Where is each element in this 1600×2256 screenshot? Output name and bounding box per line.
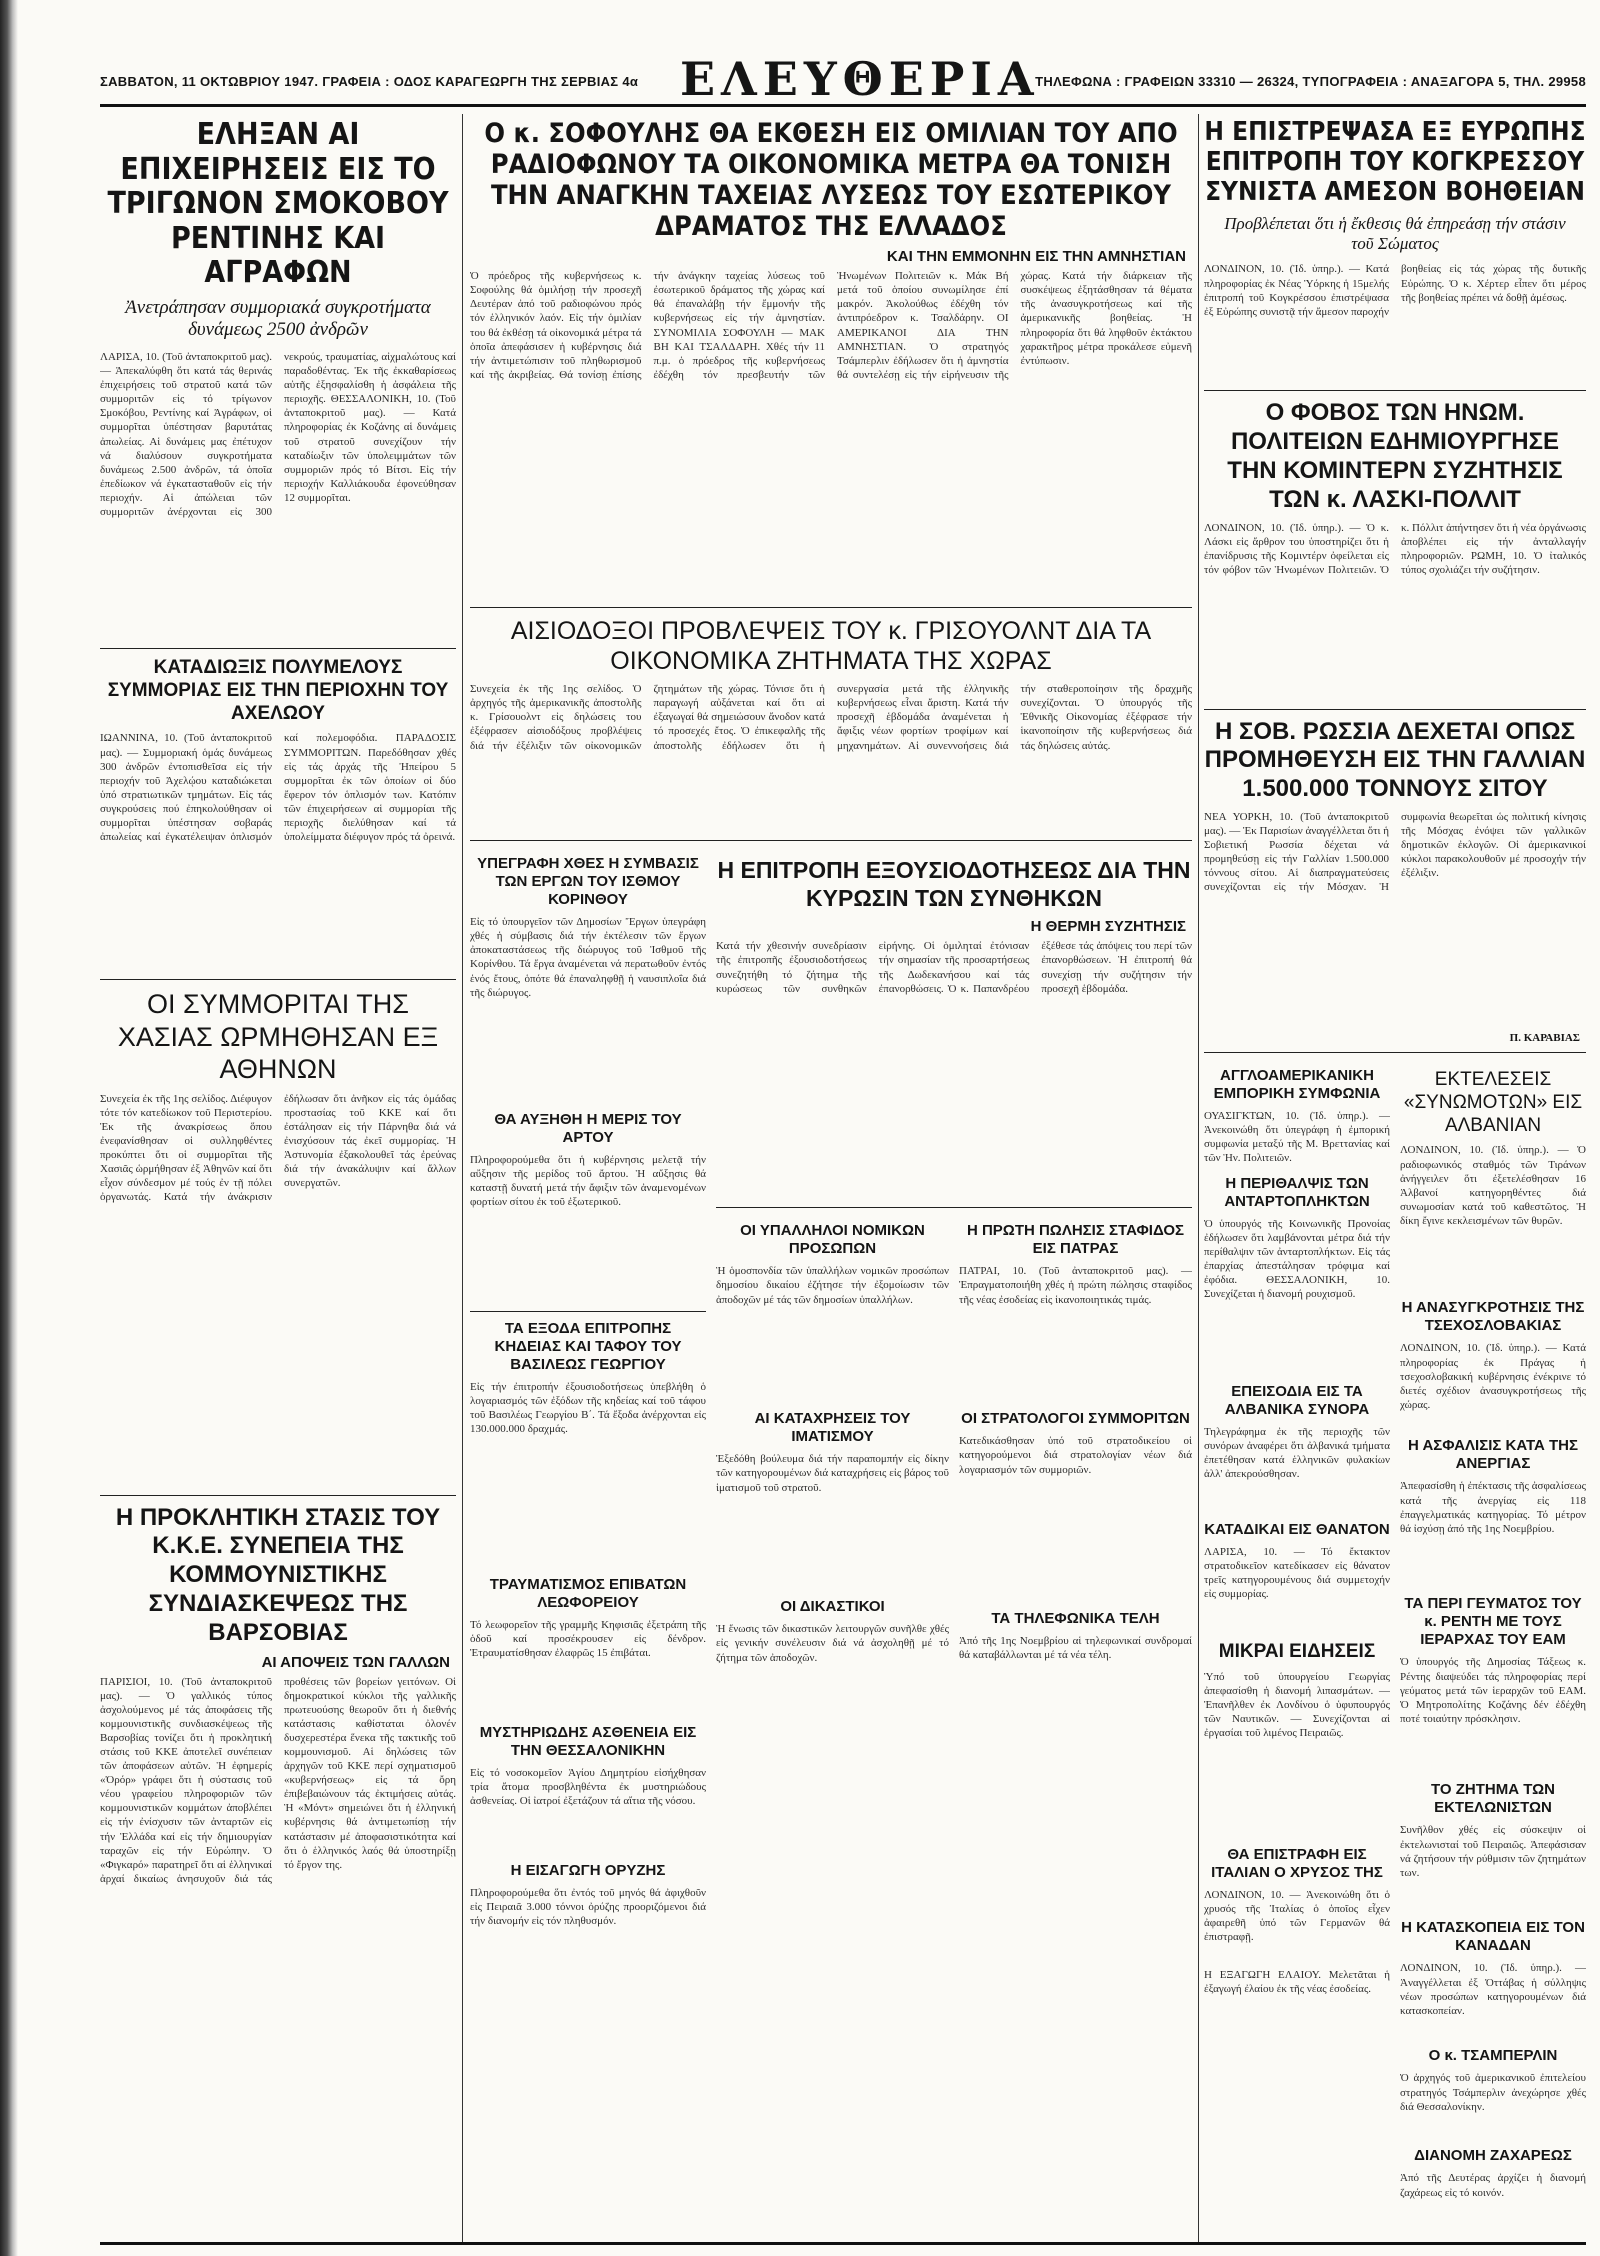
article-body: ΛΟΝΔΙΝΟΝ, 10. (Ἰδ. ὑπηρ.). — Ἀναγγέλλεται ἐξ Ὀττάβας ἡ σύλληψις νέων προσώπων κατηγορουμένων διά κατασκοπείαν. bbox=[1400, 1962, 1586, 2017]
article-body: Συνεχεία ἐκ τῆς 1ης σελίδος. Διέφυγον τότε τόν κατεδίωκον τοῦ Περιστερίου. Ἐκ τῆς ἀνακρίσεως ὅπου ἐνεφανίσθησαν οἱ συλληφθέντες προκύπτει ὅτι οἱ συμμορῖται τῆς Χασιᾶς ὡρμήθησαν ἐξ Ἀθηνῶν καί ὅτι εἶχον σύνδεσμον μέ τούς ἐν τῇ πόλει ὀργανωτάς. Κατά τήν ἀνάκρισιν ἐδήλωσαν ὅτι ἀνῆκον εἰς τάς ὁμάδας προστασίας τοῦ ΚΚΕ καί ὅτι ἐστάλησαν εἰς τήν Πάρνηθα διά νά ἐνισχύσουν τάς ἐκεῖ συμμορίας. Ἡ Ἀστυνομία ἐξακολουθεῖ τάς ἐρεύνας διά τήν ἀνακάλυψιν καί ἄλλων συνεργατῶν. bbox=[100, 1092, 456, 1204]
article-body: Ὁ ἀρχηγός τοῦ ἀμερικανικοῦ ἐπιτελείου στρατηγός Τσάμπερλιν ἀνεχώρησε χθές διά Θεσσαλονίκην. bbox=[1400, 2072, 1586, 2113]
article-congress bbox=[1204, 118, 1586, 382]
article-body: ΠΑΡΙΣΙΟΙ, 10. (Τοῦ ἀνταποκριτοῦ μας). — Ὁ γαλλικός τύπος ἀσχολούμενος μέ τάς ἀποφάσεις τῆς κομμουνιστικῆς συνδιασκέψεως τῆς Βαρσοβίας τονίζει ὅτι ἡ προκλητική στάσις τοῦ ΚΚΕ ἀποτελεῖ συνέπειαν τῶν ἀποφάσεων αὐτῶν. Ἡ ἐφημερίς «Ὀρόρ» γράφει ὅτι ἡ σύστασις τοῦ νέου γραφείου πληροφοριῶν τῶν κομμουνιστικῶν κομμάτων ἀποβλέπει εἰς τήν ἐνίσχυσιν τῶν ἀνταρτῶν εἰς τήν Ἑλλάδα καί εἰς τήν δημιουργίαν ταραχῶν εἰς τήν Εὐρώπην. Ὁ «Φιγκαρό» παρατηρεῖ ὅτι αἱ ἑλληνικαί ἀρχαί δικαίως ἀνησυχοῦν διά τάς προθέσεις τῶν βορείων γειτόνων. Οἱ δημοκρατικοί κύκλοι τῆς γαλλικῆς πρωτευούσης θεωροῦν ὅτι ἡ διεθνής κατάστασις καθίσταται ὀλονέν δυσχερεστέρα ἕνεκα τῆς τακτικῆς τοῦ κομμουνισμοῦ. Αἱ δηλώσεις τῶν ἀρχηγῶν τοῦ ΚΚΕ περί σχηματισμοῦ «κυβερνήσεως» εἰς τά ὄρη ἐπιβεβαιώνουν τάς ἐκτιμήσεις αὐτάς. Ἡ «Μόντ» σημειώνει ὅτι ἡ ἑλληνική κυβέρνησις θά ἀντιμετωπίσῃ τήν κατάστασιν μέ ἀποφασιστικότητα καί ὅτι ὁ ἑλληνικός λαός θά ὑποστηρίξῃ τό ἔργον της. bbox=[100, 1675, 456, 1885]
center-lower-left bbox=[470, 849, 706, 2006]
headline: ΜΥΣΤΗΡΙΩΔΗΣ ΑΣΘΕΝΕΙΑ ΕΙΣ ΤΗΝ ΘΕΣΣΑΛΟΝΙΚΗΝ bbox=[479, 1724, 697, 1760]
article-body: ΝΕΑ ΥΟΡΚΗ, 10. (Τοῦ ἀνταποκριτοῦ μας). — Ἐκ Παρισίων ἀναγγέλλεται ὅτι ἡ Σοβιετική Ρωσσία δέχεται νά προμηθεύσῃ εἰς τήν Γαλλίαν 1.500.000 τόννους σίτου. Αἱ διαπραγματεύσεις συνεχίζονται εἰς τήν Μόσχαν. Ἡ συμφωνία θεωρεῖται ὡς πολιτική κίνησις τῆς Μόσχας ἐνόψει τῶν γαλλικῶν δημοτικῶν ἐκλογῶν. Οἱ ἀμερικανικοί κύκλοι παρακολουθοῦν μέ προσοχήν τήν ἐξέλιξιν. bbox=[1204, 811, 1586, 894]
article-body: Ἐξεδόθη βούλευμα διά τήν παραπομπήν εἰς δίκην τῶν κατηγορουμένων διά καταχρήσεις εἰς βάρος τοῦ ἱματισμοῦ τοῦ στρατοῦ. bbox=[716, 1453, 949, 1494]
divider bbox=[716, 1207, 1192, 1208]
center-column bbox=[470, 114, 1192, 2244]
deck: Ἀνετράπησαν συμμοριακά συγκροτήματα δυνάμεως 2500 ἀνδρῶν bbox=[125, 296, 431, 341]
headline: Η ΑΝΑΣΥΓΚΡΟΤΗΣΙΣ ΤΗΣ ΤΣΕΧΟΣΛΟΒΑΚΙΑΣ bbox=[1401, 1299, 1585, 1335]
article-body: Τηλεγράφημα ἐκ τῆς περιοχῆς τῶν συνόρων ἀναφέρει ὅτι ἀλβανικά τμήματα ἐπετέθησαν κατά ἑλληνικῶν φυλακίων ἀλλ' ἀπεκρούσθησαν. bbox=[1204, 1426, 1390, 1481]
divider bbox=[100, 1495, 456, 1496]
left-column bbox=[100, 114, 456, 2244]
article-body: Εἰς τό ὑπουργεῖον τῶν Δημοσίων Ἔργων ὑπεγράφη χθές ἡ σύμβασις διά τήν ἐκτέλεσιν τῶν ἔργων ἀποκαταστάσεως τῆς διώρυγος τοῦ Ἰσθμοῦ τῆς Κορίνθου. Τά ἔργα ἀναμένεται νά περατωθοῦν ἐντός ἑνός ἔτους, ὁπότε θά ἐπαναληφθῇ ἡ ναυσιπλοΐα διά τῆς διώρυγος. bbox=[470, 916, 706, 999]
article-body: Πληροφορούμεθα ὅτι ἐντός τοῦ μηνός θά ἀφιχθοῦν εἰς Πειραιᾶ 3.000 τόννοι ὀρύζης προοριζόμενοι διά τήν διανομήν εἰς τόν πληθυσμόν. bbox=[470, 1887, 706, 1928]
article-body: Ἀπό τῆς 1ης Νοεμβρίου αἱ τηλεφωνικαί συνδρομαί θά καταβάλλωνται μέ τά νέα τέλη. bbox=[959, 1635, 1192, 1662]
headline: Η ΠΡΟΚΛΗΤΙΚΗ ΣΤΑΣΙΣ ΤΟΥ Κ.Κ.Ε. ΣΥΝΕΠΕΙΑ ΤΗΣ ΚΟΜΜΟΥΝΙΣΤΙΚΗΣ ΣΥΝΔΙΑΣΚΕΨΕΩΣ ΤΗΣ ΒΑΡΣΟΒΙΑΣ bbox=[115, 1503, 441, 1646]
article-body: ΙΩΑΝΝΙΝΑ, 10. (Τοῦ ἀνταποκριτοῦ μας). — Συμμοριακή ὁμάς δυνάμεως 300 ἀνδρῶν ἐντοπισθεῖσα εἰς τήν περιοχήν τοῦ Ἀχελῴου καταδιώκεται ὑπό στρατιωτικῶν τμημάτων. Εἰς τάς συγκρούσεις πού ἐπηκολούθησαν οἱ συμμορῖται ὑπέστησαν σοβαράς ἀπωλείας καί ἐγκατέλειψαν ὁπλισμόν καί πολεμοφόδια. ΠΑΡΑΔΟΣΙΣ ΣΥΜΜΟΡΙΤΩΝ. Παρεδόθησαν χθές εἰς τάς ἀρχάς τῆς Ἠπείρου 5 συμμορῖται ἐκ τῶν ὁποίων οἱ δύο ἔφερον τόν ὁπλισμόν των. Κατόπιν τῶν ἐπιχειρήσεων αἱ συμμορίαι τῆς περιοχῆς διελύθησαν καί τά ὑπολείμματα διέφυγον πρός τά ὀρεινά. bbox=[100, 732, 456, 844]
headline: ΕΠΕΙΣΟΔΙΑ ΕΙΣ ΤΑ ΑΛΒΑΝΙΚΑ ΣΥΝΟΡΑ bbox=[1224, 1383, 1370, 1419]
headline: ΤΟ ΖΗΤΗΜΑ ΤΩΝ ΕΚΤΕΛΩΝΙΣΤΩΝ bbox=[1431, 1781, 1555, 1817]
article-body: Ὁ ὑπουργός τῆς Δημοσίας Τάξεως κ. Ρέντης διαψεύδει τάς πληροφορίας περί γεύματος μετά τῶν ἱεραρχῶν τοῦ ΕΑΜ. Ὁ Μητροπολίτης Κοζάνης δέν ἐδέχθη ποτέ τοιαύτην πρόσκλησιν. bbox=[1400, 1656, 1586, 1725]
headline: ΕΛΗΞΑΝ ΑΙ ΕΠΙΧΕΙΡΗΣΕΙΣ ΕΙΣ ΤΟ ΤΡΙΓΩΝΟΝ ΣΜΟΚΟΒΟΥ ΡΕΝΤΙΝΗΣ ΚΑΙ ΑΓΡΑΦΩΝ bbox=[107, 117, 449, 290]
right-lower-left bbox=[1204, 1061, 1390, 2211]
article-body: Συνεχεία ἐκ τῆς 1ης σελίδος. Ὁ ἀρχηγός τῆς ἀμερικανικῆς ἀποστολῆς κ. Γρίσουολντ εἰς δηλώσεις του ἐξέφρασεν αἰσιοδόξους προβλέψεις διά τήν ἐξέλιξιν τῶν οἰκονομικῶν ζητημάτων τῆς χώρας. Τόνισε ὅτι ἡ παραγωγή αὐξάνεται καί ὅτι αἱ ἐξαγωγαί θά σημειώσουν ἄνοδον κατά τό προσεχές ἔτος. Ὁ ἐπικεφαλῆς τῆς ἀποστολῆς ἐδήλωσεν ὅτι ἡ συνεργασία μετά τῆς ἑλληνικῆς κυβερνήσεως εἶναι ἄριστη. Κατά τήν προσεχῆ ἑβδομάδα ἀναμένεται ἡ ἄφιξις νέων φορτίων τροφίμων καί μηχανημάτων. Αἱ συνεννοήσεις διά τήν σταθεροποίησιν τῆς δραχμῆς συνεχίζονται. Ὁ ὑπουργός τῆς Ἐθνικῆς Οἰκονομίας ἐξέφρασε τήν ἱκανοποίησιν τῆς κυβερνήσεως διά τάς δηλώσεις αὐτάς. bbox=[470, 683, 1192, 752]
article-body: ΛΑΡΙΣΑ, 10. (Τοῦ ἀνταποκριτοῦ μας). — Ἀπεκαλύφθη ὅτι κατά τάς θερινάς ἐπιχειρήσεις τοῦ στρατοῦ κατά τῶν συμμοριτῶν εἰς τό τρίγωνον Σμοκόβου, Ρεντίνης καί Ἀγράφων, οἱ συμμορῖται ὑπέστησαν βαρυτάτας ἀπωλείας. Αἱ δυνάμεις μας ἐπέτυχον νά διαλύσουν συγκροτήματα δυνάμεως 2.500 ἀνδρῶν, τά ὁποῖα ἐπεδίωκον νά ἐγκατασταθοῦν εἰς τήν περιοχήν. Αἱ ἀπώλειαι τῶν συμμοριτῶν ἀνέρχονται εἰς 300 νεκρούς, τραυματίας, αἰχμαλώτους καί παραδοθέντας. Ἐκ τῆς ἐκκαθαρίσεως αὐτῆς ἐξησφαλίσθη ἡ ἀσφάλεια τῆς περιοχῆς. ΘΕΣΣΑΛΟΝΙΚΗ, 10. (Τοῦ ἀνταποκριτοῦ μας). — Κατά πληροφορίας ἐκ Κοζάνης αἱ δυνάμεις τοῦ στρατοῦ συνεχίζουν τήν καταδίωξιν τῶν ὑπολειμμάτων τῶν συμμοριῶν πρός τό Βίτσι. Εἰς τήν περιοχήν Καλλιάκουδα ἐφονεύθησαν 12 συμμορῖται. bbox=[100, 351, 456, 518]
headline: ΕΚΤΕΛΕΣΕΙΣ «ΣΥΝΩΜΟΤΩΝ» ΕΙΣ ΑΛΒΑΝΙΑΝ bbox=[1403, 1069, 1583, 1136]
article-body: Ὑπό τοῦ ὑπουργείου Γεωργίας ἀπεφασίσθη ἡ διανομή λιπασμάτων. — Ἐπανῆλθεν ἐκ Λονδίνου ὁ ὑφυπουργός τῶν Ναυτικῶν. — Συνεχίζονται αἱ ἐργασίαι τοῦ λιμένος Πειραιῶς. bbox=[1204, 1670, 1390, 1740]
dateline: ΣΑΒΒΑΤΟΝ, 11 ΟΚΤΩΒΡΙΟΥ 1947. ΓΡΑΦΕΙΑ : ΟΔΟΣ ΚΑΡΑΓΕΩΡΓΗ ΤΗΣ ΣΕΡΒΙΑΣ 4α bbox=[100, 74, 639, 89]
headline: ΟΙ ΔΙΚΑΣΤΙΚΟΙ bbox=[780, 1598, 885, 1616]
headline: ΤΑ ΤΗΛΕΦΩΝΙΚΑ ΤΕΛΗ bbox=[991, 1610, 1160, 1628]
article-body: ΛΑΡΙΣΑ, 10. — Τό ἔκτακτον στρατοδικεῖον κατεδίκασεν εἰς θάνατον τρεῖς κατηγορουμένους διά συμμετοχήν εἰς συμμορίας. bbox=[1204, 1546, 1390, 1601]
headline: ΥΠΕΓΡΑΦΗ ΧΘΕΣ Η ΣΥΜΒΑΣΙΣ ΤΩΝ ΕΡΓΩΝ ΤΟΥ ΙΣΘΜΟΥ ΚΟΡΙΝΘΟΥ bbox=[477, 855, 699, 909]
divider bbox=[100, 648, 456, 649]
article-russia-wheat bbox=[1204, 718, 1586, 1044]
article-acheloos bbox=[100, 657, 456, 971]
article-chasia bbox=[100, 988, 456, 1486]
headline: ΟΙ ΣΤΡΑΤΟΛΟΓΟΙ ΣΥΜΜΟΡΙΤΩΝ bbox=[961, 1410, 1190, 1428]
lead-headline: Ο κ. ΣΟΦΟΥΛΗΣ ΘΑ ΕΚΘΕΣΗ ΕΙΣ ΟΜΙΛΙΑΝ ΤΟΥ ΑΠΟ ΡΑΔΙΟΦΩΝΟΥ ΤΑ ΟΙΚΟΝΟΜΙΚΑ ΜΕΤΡΑ ΘΑ ΤΟΝΙΣΗ ΤΗΝ ΑΝΑΓΚΗΝ ΤΑΧΕΙΑΣ ΛΥΣΕΩΣ ΤΟΥ ΕΣΩΤΕΡΙΚΟΥ ΔΡΑΜΑΤΟΣ ΤΗΣ ΕΛΛΑΔΟΣ bbox=[484, 118, 1178, 243]
headline: ΑΙ ΚΑΤΑΧΡΗΣΕΙΣ ΤΟΥ ΙΜΑΤΙΣΜΟΥ bbox=[754, 1410, 911, 1446]
article-body: Πληροφορούμεθα ὅτι ἡ κυβέρνησις μελετᾷ τήν αὔξησιν τῆς μερίδος τοῦ ἄρτου. Ἡ αὔξησις θά καταστῇ δυνατή μετά τήν ἄφιξιν τῶν ἀναμενομένων φορτίων σίτου ἐκ τοῦ ἐξωτερικοῦ. bbox=[470, 1154, 706, 1209]
article-body: Εἰς τήν ἐπιτροπήν ἐξουσιοδοτήσεως ὑπεβλήθη ὁ λογαριασμός τῶν ἐξόδων τῆς κηδείας καί τοῦ τάφου τοῦ Βασιλέως Γεωργίου Β΄. Τά ἔξοδα ἀνέρχονται εἰς 130.000.000 δραχμάς. bbox=[470, 1381, 706, 1436]
article-body: Κατεδικάσθησαν ὑπό τοῦ στρατοδικείου οἱ κατηγορούμενοι διά στρατολογίαν νέων διά λογαριασμόν τῶν συμμοριῶν. bbox=[959, 1435, 1192, 1476]
headline: ΚΑΤΑΔΙΚΑΙ ΕΙΣ ΘΑΝΑΤΟΝ bbox=[1204, 1521, 1390, 1539]
right-lower-right bbox=[1400, 1061, 1586, 2211]
right-column bbox=[1204, 114, 1586, 2244]
brief-col bbox=[716, 1216, 949, 1752]
divider bbox=[1204, 709, 1586, 710]
subhead: ΑΙ ΑΠΟΨΕΙΣ ΤΩΝ ΓΑΛΛΩΝ bbox=[261, 1653, 450, 1671]
article-body: ΛΟΝΔΙΝΟΝ, 10. (Ἰδ. ὑπηρ.). — Ὁ κ. Λάσκι εἰς ἄρθρον του ὑποστηρίζει ὅτι ἡ ἐπανίδρυσις τῆς Κομιντέρν ὀφείλεται εἰς τόν φόβον τῶν Ἡνωμένων Πολιτειῶν. Ὁ κ. Πόλλιτ ἀπήντησεν ὅτι ἡ νέα ὀργάνωσις ἀποβλέπει εἰς τήν ἀνταλλαγήν πληροφοριῶν. ΡΩΜΗ, 10. Ὁ ἰταλικός τύπος σχολιάζει τήν συζήτησιν. bbox=[1204, 521, 1586, 576]
divider bbox=[470, 1311, 706, 1312]
headline: ΟΙ ΣΥΜΜΟΡΙΤΑΙ ΤΗΣ ΧΑΣΙΑΣ ΩΡΜΗΘΗΣΑΝ ΕΞ ΑΘΗΝΩΝ bbox=[117, 989, 439, 1085]
headline: ΘΑ ΑΥΞΗΘΗ Η ΜΕΡΙΣ ΤΟΥ ΑΡΤΟΥ bbox=[494, 1111, 682, 1147]
divider bbox=[1204, 390, 1586, 391]
headline: Η ΕΠΙΣΤΡΕΨΑΣΑ ΕΞ ΕΥΡΩΠΗΣ ΕΠΙΤΡΟΠΗ ΤΟΥ ΚΟΓΚΡΕΣΣΟΥ ΣΥΝΙΣΤΑ ΑΜΕΣΟΝ ΒΟΗΘΕΙΑΝ bbox=[1204, 117, 1586, 207]
headline: Η ΕΙΣΑΓΩΓΗ ΟΡΥΖΗΣ bbox=[510, 1862, 666, 1880]
article-body: Κατά τήν χθεσινήν συνεδρίασιν τῆς ἐπιτροπῆς ἐξουσιοδοτήσεως συνεζητήθη τό ζήτημα τῆς κυρώσεως τῶν συνθηκῶν εἰρήνης. Οἱ ὁμιληταί ἐτόνισαν τήν σημασίαν τῆς προσαρτήσεως τῆς Δωδεκανήσου καί τάς ἐπανορθώσεις. Ὁ κ. Παπανδρέου ἐξέθεσε τάς ἀπόψεις του περί τῶν ἐπανορθώσεων. Ἡ ἐπιτροπή θά συνεχίσῃ τήν συζήτησιν τήν προσεχῆ ἑβδομάδα. bbox=[716, 940, 1192, 995]
headline: Η ΚΑΤΑΣΚΟΠΕΙΑ ΕΙΣ ΤΟΝ ΚΑΝΑΔΑΝ bbox=[1401, 1919, 1585, 1955]
headline: Η ΕΠΙΤΡΟΠΗ ΕΞΟΥΣΙΟΔΟΤΗΣΕΩΣ ΔΙΑ ΤΗΝ ΚΥΡΩΣΙΝ ΤΩΝ ΣΥΝΘΗΚΩΝ bbox=[717, 857, 1191, 911]
headline: ΔΙΑΝΟΜΗ ΖΑΧΑΡΕΩΣ bbox=[1414, 2147, 1572, 2165]
article-body: Η ΕΞΑΓΩΓΗ ΕΛΑΙΟΥ. Μελετᾶται ἡ ἐξαγωγή ἐλαίου ἐκ τῆς νέας ἐσοδείας. bbox=[1204, 1968, 1390, 1995]
divider bbox=[470, 607, 1192, 608]
article-body: ΛΟΝΔΙΝΟΝ, 10. (Ἰδ. ὑπηρ.). — Κατά πληροφορίας ἐκ Πράγας ἡ τσεχοσλοβακική κυβέρνησις ἐνέκρινε τό διετές σχέδιον ἀνασυγκροτήσεως τῆς χώρας. bbox=[1400, 1342, 1586, 1411]
lead-subhead: ΚΑΙ ΤΗΝ ΕΜΜΟΝΗΝ ΕΙΣ ΤΗΝ ΑΜΝΗΣΤΙΑΝ bbox=[886, 248, 1186, 266]
page-binding-edge bbox=[0, 0, 18, 2256]
article-smokovo bbox=[100, 118, 456, 640]
headline: ΑΙΣΙΟΔΟΞΟΙ ΠΡΟΒΛΕΨΕΙΣ ΤΟΥ κ. ΓΡΙΣΟΥΟΛΝΤ ΔΙΑ ΤΑ ΟΙΚΟΝΟΜΙΚΑ ΖΗΤΗΜΑΤΑ ΤΗΣ ΧΩΡΑΣ bbox=[510, 617, 1152, 676]
newspaper-page bbox=[100, 52, 1586, 2246]
headline: ΜΙΚΡΑΙ ΕΙΔΗΣΕΙΣ bbox=[1218, 1641, 1376, 1663]
headline: ΚΑΤΑΔΙΩΞΙΣ ΠΟΛΥΜΕΛΟΥΣ ΣΥΜΜΟΡΙΑΣ ΕΙΣ ΤΗΝ ΠΕΡΙΟΧΗΝ ΤΟΥ ΑΧΕΛΩΟΥ bbox=[107, 657, 449, 724]
masthead: ΕΛΕΥΘΕΡΙΑ bbox=[680, 52, 1040, 106]
divider bbox=[100, 979, 456, 980]
article-sofoulis bbox=[470, 118, 1192, 599]
divider bbox=[1204, 1052, 1586, 1053]
headline: Ο κ. ΤΣΑΜΠΕΡΛΙΝ bbox=[1428, 2047, 1558, 2065]
article-body: Ἡ ὁμοσπονδία τῶν ὑπαλλήλων νομικῶν προσώπων δημοσίου δικαίου ἐζήτησε τήν ἐξομοίωσιν τῶν ἀποδοχῶν μέ τάς τῶν δημοσίων ὑπαλλήλων. bbox=[716, 1265, 949, 1306]
article-body: ΛΟΝΔΙΝΟΝ, 10. (Ἰδ. ὑπηρ.). — Κατά πληροφορίας ἐκ Νέας Ὑόρκης ἡ 15μελής ἐπιτροπή τοῦ Κογκρέσσου ἐπιστρέψασα ἐξ Εὐρώπης συνιστᾷ τήν ἄμεσον παροχήν βοηθείας εἰς τάς χώρας τῆς δυτικῆς Εὐρώπης. Ὁ κ. Χέρτερ εἶπεν ὅτι μέρος τῆς βοηθείας πρέπει νά δοθῇ ἀμέσως. bbox=[1204, 263, 1586, 318]
headline: Η ΣΟΒ. ΡΩΣΣΙΑ ΔΕΧΕΤΑΙ ΟΠΩΣ ΠΡΟΜΗΘΕΥΣΗ ΕΙΣ ΤΗΝ ΓΑΛΛΙΑΝ 1.500.000 ΤΟΝΝΟΥΣ ΣΙΤΟΥ bbox=[1204, 717, 1586, 803]
column-divider bbox=[1198, 114, 1199, 2244]
article-body: Τό λεωφορεῖον τῆς γραμμῆς Κηφισιᾶς ἐξετράπη τῆς ὁδοῦ καί προσέκρουσεν εἰς δένδρον. Ἐτραυματίσθησαν ἐλαφρῶς 15 ἐπιβάται. bbox=[470, 1619, 706, 1660]
brief-row bbox=[716, 1216, 1192, 1752]
bottom-rule bbox=[100, 2242, 1586, 2245]
headline: ΤΑ ΠΕΡΙ ΓΕΥΜΑΤΟΣ ΤΟΥ κ. ΡΕΝΤΗ ΜΕ ΤΟΥΣ ΙΕΡΑΡΧΑΣ ΤΟΥ ΕΑΜ bbox=[1404, 1595, 1582, 1649]
article-body: ΟΥΑΣΙΓΚΤΩΝ, 10. (Ἰδ. ὑπηρ.). — Ἀνεκοινώθη ὅτι ὑπεγράφη ἡ ἐμπορική συμφωνία μεταξύ τῆς Μ. Βρεττανίας καί τῶν Ἡν. Πολιτειῶν. bbox=[1204, 1110, 1390, 1165]
article-body: ΠΑΤΡΑΙ, 10. (Τοῦ ἀνταποκριτοῦ μας). — Ἐπραγματοποιήθη χθές ἡ πρώτη πώλησις σταφίδος τῆς νέας ἐσοδείας εἰς ἱκανοποιητικάς τιμάς. bbox=[959, 1265, 1192, 1306]
phone-line: ΤΗΛΕΦΩΝΑ : ΓΡΑΦΕΙΩΝ 33310 — 26324, ΤΥΠΟΓΡΑΦΕΙΑ : ΑΝΑΞΑΓΟΡΑ 5, ΤΗΛ. 29958 bbox=[1035, 74, 1586, 89]
article-body: Ὁ ὑπουργός τῆς Κοινωνικῆς Προνοίας ἐδήλωσεν ὅτι λαμβάνονται μέτρα διά τήν περίθαλψιν τῶν ἀνταρτοπλήκτων. Εἰς τάς ἐπαρχίας ἀπεστάλησαν τρόφιμα καί ἐφόδια. ΘΕΣΣΑΛΟΝΙΚΗ, 10. Συνεχίζεται ἡ διανομή ρουχισμοῦ. bbox=[1204, 1218, 1390, 1301]
byline: Π. ΚΑΡΑΒΙΑΣ bbox=[1509, 1032, 1580, 1045]
article-body: Εἰς τό νοσοκομεῖον Ἀγίου Δημητρίου εἰσήχθησαν τρία ἄτομα προσβληθέντα ἐκ μυστηριώδους ἀσθενείας. Οἱ ἰατροί ἐξετάζουν τά αἴτια τῆς νόσου. bbox=[470, 1767, 706, 1808]
headline: Η ΑΣΦΑΛΙΣΙΣ ΚΑΤΑ ΤΗΣ ΑΝΕΡΓΙΑΣ bbox=[1408, 1437, 1578, 1473]
headline: ΤΡΑΥΜΑΤΙΣΜΟΣ ΕΠΙΒΑΤΩΝ ΛΕΩΦΟΡΕΙΟΥ bbox=[489, 1576, 687, 1612]
headline: ΤΑ ΕΞΟΔΑ ΕΠΙΤΡΟΠΗΣ ΚΗΔΕΙΑΣ ΚΑΙ ΤΑΦΟΥ ΤΟΥ ΒΑΣΙΛΕΩΣ ΓΕΩΡΓΙΟΥ bbox=[494, 1320, 682, 1374]
center-lower-right bbox=[716, 849, 1192, 2006]
headline: ΘΑ ΕΠΙΣΤΡΑΦΗ ΕΙΣ ΙΤΑΛΙΑΝ Ο ΧΡΥΣΟΣ ΤΗΣ bbox=[1211, 1845, 1383, 1881]
article-griswold bbox=[470, 616, 1192, 832]
article-body: Συνῆλθον χθές εἰς σύσκεψιν οἱ ἐκτελωνισταί τοῦ Πειραιῶς. Ἀπεφάσισαν νά ζητήσουν τήν ρύθμισιν τῶν ζητημάτων των. bbox=[1400, 1824, 1586, 1879]
headline: Η ΠΡΩΤΗ ΠΩΛΗΣΙΣ ΣΤΑΦΙΔΟΣ ΕΙΣ ΠΑΤΡΑΣ bbox=[966, 1222, 1185, 1258]
article-kke-warsaw bbox=[100, 1504, 456, 2244]
deck: Προβλέπεται ὅτι ἡ ἔκθεσις θά ἐπηρεάσῃ τήν στάσιν τοῦ Σώματος bbox=[1224, 213, 1566, 254]
headline: Η ΠΕΡΙΘΑΛΨΙΣ ΤΩΝ ΑΝΤΑΡΤΟΠΛΗΚΤΩΝ bbox=[1224, 1175, 1370, 1211]
headline: Ο ΦΟΒΟΣ ΤΩΝ ΗΝΩΜ. ΠΟΛΙΤΕΙΩΝ ΕΔΗΜΙΟΥΡΓΗΣΕ ΤΗΝ ΚΟΜΙΝΤΕΡΝ ΣΥΖΗΤΗΣΙΣ ΤΩΝ κ. ΛΑΣΚΙ-ΠΟΛΛΙΤ bbox=[1227, 399, 1563, 513]
subhead: Η ΘΕΡΜΗ ΣΥΖΗΤΗΣΙΣ bbox=[1030, 918, 1186, 936]
headline: ΑΓΓΛΟΑΜΕΡΙΚΑΝΙΚΗ ΕΜΠΟΡΙΚΗ ΣΥΜΦΩΝΙΑ bbox=[1213, 1067, 1381, 1103]
article-body: Ἡ ἕνωσις τῶν δικαστικῶν λειτουργῶν συνῆλθε χθές εἰς γενικήν συνέλευσιν διά νά ἀσχοληθῇ μέ τό ζήτημα τῶν ἀποδοχῶν. bbox=[716, 1623, 949, 1664]
headline: ΟΙ ΥΠΑΛΛΗΛΟΙ ΝΟΜΙΚΩΝ ΠΡΟΣΩΠΩΝ bbox=[740, 1222, 925, 1258]
article-body: Ὁ πρόεδρος τῆς κυβερνήσεως κ. Σοφούλης θά ὁμιλήσῃ τήν προσεχῆ Δευτέραν ἀπό τοῦ ραδιοφώνου πρός τόν ἑλληνικόν λαόν. Εἰς τήν ὁμιλίαν του θά ἐκθέσῃ τά οἰκονομικά μέτρα τά ὁποῖα ἀπεφάσισεν ἡ κυβέρνησις διά τήν ἀντιμετώπισιν τοῦ πληθωρισμοῦ καί τῆς ἀκριβείας. Θά τονίσῃ ἐπίσης τήν ἀνάγκην ταχείας λύσεως τοῦ ἐσωτερικοῦ δράματος τῆς χώρας καί θά ἐπαναλάβῃ τήν ἔμμονήν τῆς κυβερνήσεως εἰς τήν ἀμνηστίαν. ΣΥΝΟΜΙΛΙΑ ΣΟΦΟΥΛΗ — ΜΑΚ ΒΗ ΚΑΙ ΤΣΑΛΔΑΡΗ. Χθές τήν 11 π.μ. ὁ πρόεδρος τῆς κυβερνήσεως ἐδέχθη τόν πρεσβευτήν τῶν Ἡνωμένων Πολιτειῶν κ. Μάκ Βή μετά τοῦ ὁποίου συνωμίλησε ἐπί μακρόν. Ἀκολούθως ἐδέχθη τόν ἀντιπρόεδρον κ. Τσαλδάρην. ΟΙ ΑΜΕΡΙΚΑΝΟΙ ΔΙΑ ΤΗΝ ΑΜΝΗΣΤΙΑΝ. Ὁ στρατηγός Τσάμπερλιν ἐδήλωσεν ὅτι ἡ ἀμνηστία θά συντελέσῃ εἰς τήν εἰρήνευσιν τῆς χώρας. Κατά τήν διάρκειαν τῆς συσκέψεως ἐξητάσθησαν τά θέματα τῆς ἀνασυγκροτήσεως καί τῆς ἀμερικανικῆς βοηθείας. Ἡ πληροφορία ὅτι θά ληφθοῦν ἐκτάκτου χαρακτῆρος μέτρα προκάλεσε εὐμενῆ ἐντύπωσιν. bbox=[470, 270, 1192, 381]
masthead-rule bbox=[100, 104, 1586, 107]
article-body: ΛΟΝΔΙΝΟΝ, 10. — Ἀνεκοινώθη ὅτι ὁ χρυσός τῆς Ἰταλίας ὁ ὁποῖος εἶχεν ἀφαιρεθῆ ὑπό τῶν Γερμανῶν θά ἐπιστραφῇ. bbox=[1204, 1888, 1390, 1944]
article-body: Ἀπεφασίσθη ἡ ἐπέκτασις τῆς ἀσφαλίσεως κατά τῆς ἀνεργίας εἰς 118 ἐπαγγελματικάς κατηγορίας. Τό μέτρον θά ἰσχύσῃ ἀπό τῆς 1ης Νοεμβρίου. bbox=[1400, 1480, 1586, 1535]
article-body: Ἀπό τῆς Δευτέρας ἀρχίζει ἡ διανομή ζαχάρεως εἰς τό κοινόν. bbox=[1400, 2172, 1586, 2199]
divider bbox=[470, 840, 1192, 841]
center-lower bbox=[470, 849, 1192, 2006]
column-divider bbox=[462, 114, 463, 2244]
article-comintern bbox=[1204, 399, 1586, 700]
right-lower bbox=[1204, 1061, 1586, 2211]
brief-col bbox=[959, 1216, 1192, 1752]
article-body: ΛΟΝΔΙΝΟΝ, 10. (Ἰδ. ὑπηρ.). — Ὁ ραδιοφωνικός σταθμός τῶν Τιράνων ἀνήγγειλεν ὅτι ἐξετελέσθησαν 16 Ἀλβανοί κατηγορηθέντες διά συνωμοσίαν κατά τοῦ καθεστῶτος. Ἡ δίκη ἔγινε κεκλεισμένων τῶν θυρῶν. bbox=[1400, 1144, 1586, 1227]
